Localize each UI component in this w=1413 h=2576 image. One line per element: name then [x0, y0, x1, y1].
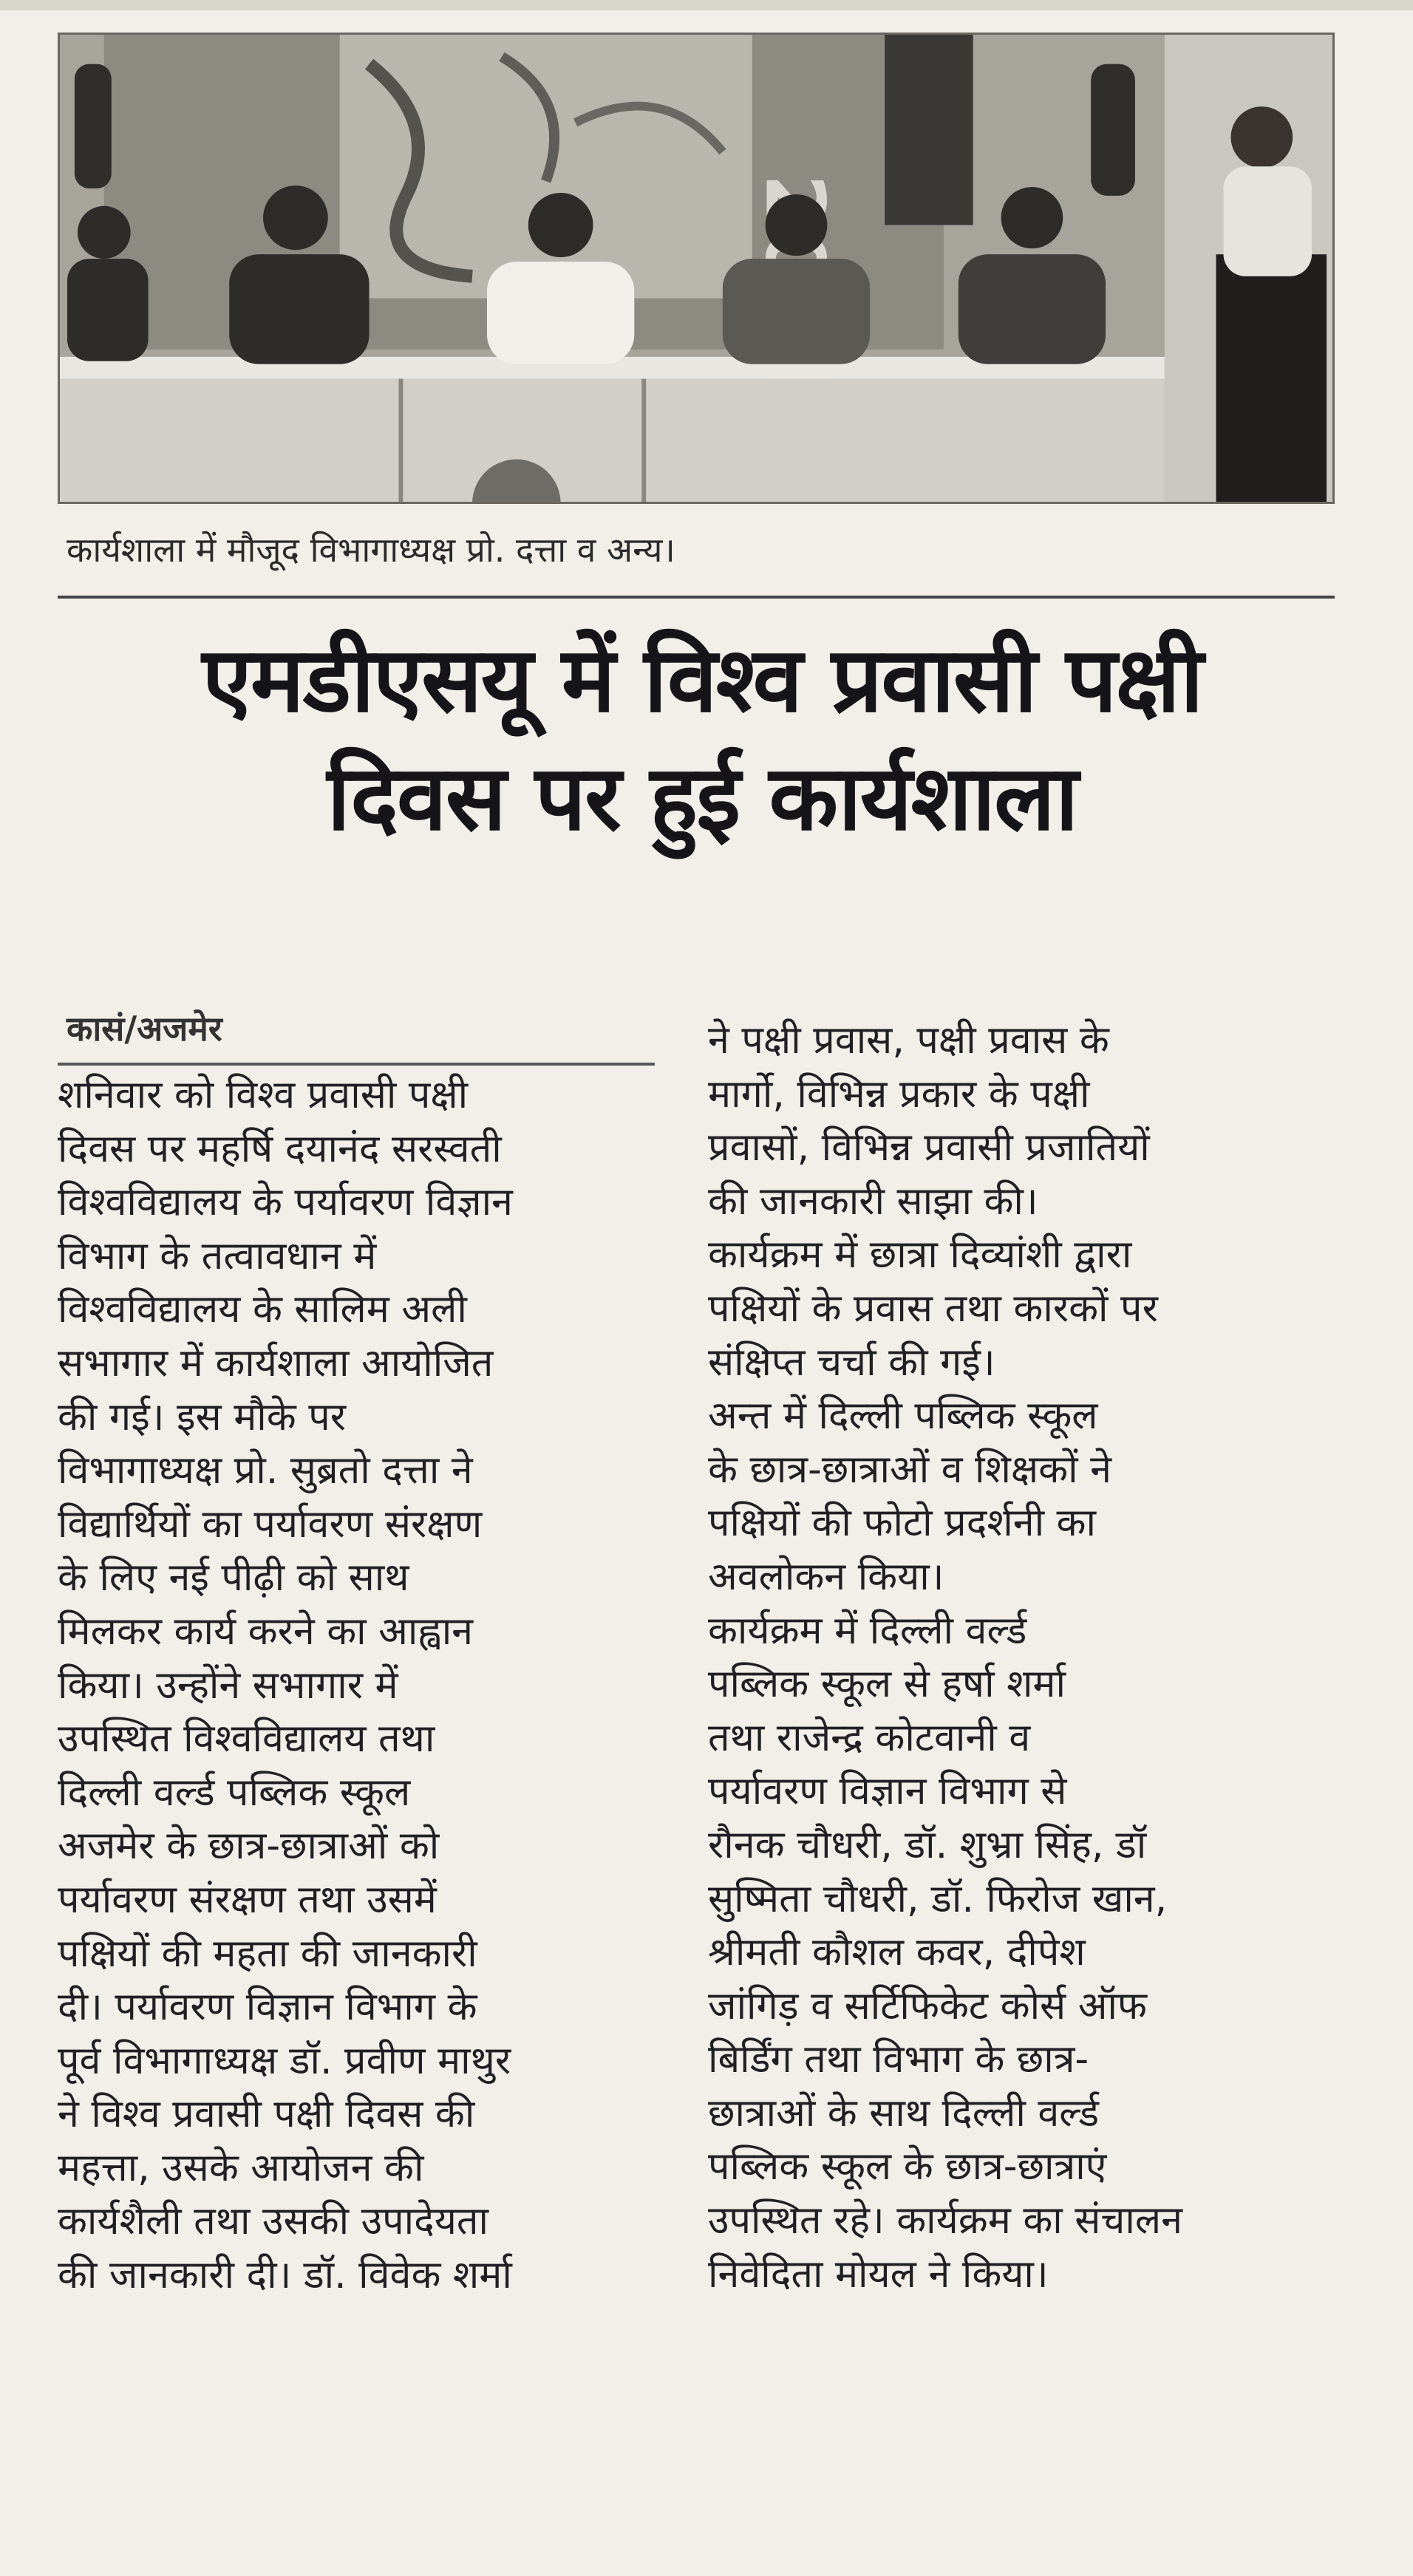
article-line: ने पक्षी प्रवास, पक्षी प्रवास के — [708, 1018, 1109, 1063]
article-line: दिल्ली वर्ल्ड पब्लिक स्कूल — [58, 1770, 411, 1815]
article-line: पर्यावरण संरक्षण तथा उसमें — [58, 1877, 437, 1922]
article-line: पर्यावरण विज्ञान विभाग से — [708, 1769, 1067, 1814]
article-line: जांगिड़ व सर्टिफिकेट कोर्स ऑफ — [708, 1983, 1148, 2028]
article-line: पूर्व विभागाध्यक्ष डॉ. प्रवीण माथुर — [58, 2038, 511, 2083]
event-photo — [58, 33, 1335, 504]
byline-divider — [58, 1063, 655, 1066]
article-line: पक्षियों की महता की जानकारी — [58, 1931, 477, 1976]
article-line: तथा राजेन्द्र कोटवानी व — [708, 1715, 1031, 1760]
article-line: उपस्थित विश्वविद्यालय तथा — [58, 1717, 435, 1762]
article-column-right — [708, 1014, 1373, 2301]
article-line: पक्षियों की फोटो प्रदर्शनी का — [708, 1501, 1096, 1546]
article-line: कार्यक्रम में दिल्ली वर्ल्ड — [708, 1608, 1027, 1653]
article-line: छात्राओं के साथ दिल्ली वर्ल्ड — [708, 2091, 1100, 2136]
article-line: के लिए नई पीढ़ी को साथ — [58, 1556, 409, 1601]
article-line: अजमेर के छात्र-छात्राओं को — [58, 1824, 440, 1869]
article-line: निवेदिता मोयल ने किया। — [708, 2252, 1049, 2297]
article-line: दिवस पर महर्षि दयानंद सरस्वती — [58, 1126, 502, 1171]
article-line: दी। पर्यावरण विज्ञान विभाग के — [58, 1985, 477, 2030]
article-line: ने विश्व प्रवासी पक्षी दिवस की — [58, 2092, 475, 2137]
article-column-left — [58, 1069, 664, 2303]
article-line: संक्षिप्त चर्चा की गई। — [708, 1340, 995, 1385]
article-line: पक्षियों के प्रवास तथा कारकों पर — [708, 1286, 1158, 1331]
article-line: किया। उन्होंने सभागार में — [58, 1663, 398, 1708]
article-line: कार्यशैली तथा उसकी उपादेयता — [58, 2199, 489, 2244]
article-line: कार्यक्रम में छात्रा दिव्यांशी द्वारा — [708, 1233, 1132, 1278]
caption-divider — [58, 596, 1335, 599]
article-line: रौनक चौधरी, डॉ. शुभ्रा सिंह, डॉ — [708, 1822, 1147, 1867]
article-line: सुष्मिता चौधरी, डॉ. फिरोज खान, — [708, 1876, 1168, 1921]
article-line: उपस्थित रहे। कार्यक्रम का संचालन — [708, 2198, 1183, 2243]
article-line: मार्गो, विभिन्न प्रकार के पक्षी — [708, 1071, 1090, 1117]
article-line: विश्वविद्यालय के सालिम अली — [58, 1287, 467, 1332]
headline — [52, 621, 1352, 857]
byline: कासं/अजमेर — [67, 1009, 222, 1049]
article-line: श्रीमती कौशल कवर, दीपेश — [708, 1930, 1086, 1975]
article-line: विभागाध्यक्ष प्रो. सुब्रतो दत्ता ने — [58, 1448, 473, 1493]
top-edge — [0, 0, 1413, 10]
article-line: अन्त में दिल्ली पब्लिक स्कूल — [708, 1394, 1098, 1439]
article-line: विश्वविद्यालय के पर्यावरण विज्ञान — [58, 1180, 513, 1225]
article-line: की जानकारी साझा की। — [708, 1179, 1038, 1224]
article-line: प्रवासों, विभिन्न प्रवासी प्रजातियों — [708, 1125, 1150, 1171]
article-line: के छात्र-छात्राओं व शिक्षकों ने — [708, 1447, 1111, 1492]
photo-caption: कार्यशाला में मौजूद विभागाध्यक्ष प्रो. दत्ता व अन्य। — [67, 530, 675, 570]
event-photo-illustration — [60, 35, 1332, 502]
article-line: अवलोकन किया। — [708, 1554, 944, 1599]
headline-line-1: एमडीएसयू में विश्व प्रवासी पक्षी — [202, 627, 1202, 732]
article-line: पब्लिक स्कूल के छात्र-छात्राएं — [708, 2144, 1107, 2190]
article-line: सभागार में कार्यशाला आयोजित — [58, 1340, 494, 1386]
article-line: पब्लिक स्कूल से हर्षा शर्मा — [708, 1662, 1066, 1707]
article-line: महत्ता, उसके आयोजन की — [58, 2145, 424, 2190]
article-line: की गई। इस मौके पर — [58, 1394, 347, 1439]
article-line: बिर्डिंग तथा विभाग के छात्र- — [708, 2037, 1089, 2082]
article-line: विद्यार्थियों का पर्यावरण संरक्षण — [58, 1502, 483, 1547]
article-line: की जानकारी दी। डॉ. विवेक शर्मा — [58, 2253, 512, 2298]
article-line: विभाग के तत्वावधान में — [58, 1233, 377, 1278]
article-line: शनिवार को विश्व प्रवासी पक्षी — [58, 1073, 469, 1117]
article-line: मिलकर कार्य करने का आह्वान — [58, 1609, 474, 1654]
headline-line-2: दिवस पर हुई कार्यशाला — [327, 746, 1077, 851]
